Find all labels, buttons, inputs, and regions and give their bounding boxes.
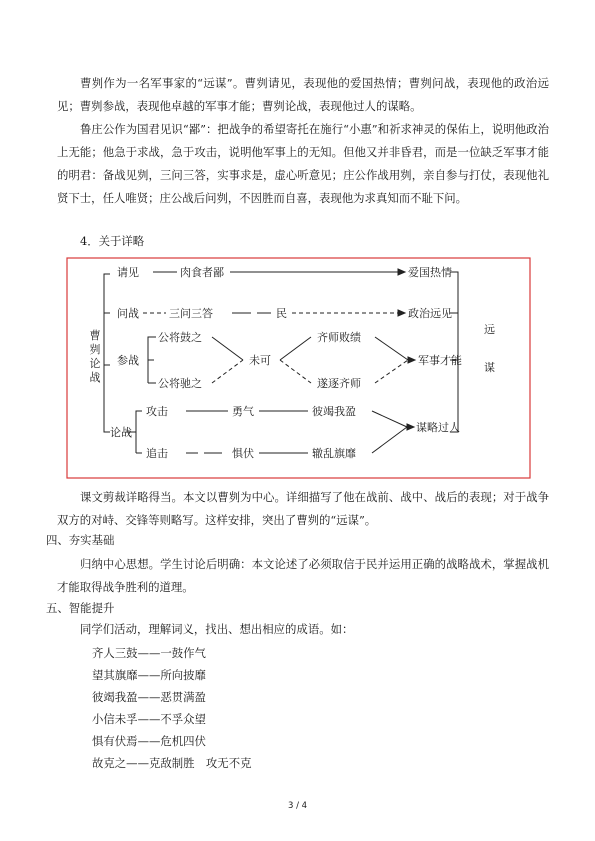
node-min: 民 bbox=[276, 307, 287, 320]
node-jufu: 惧伏 bbox=[232, 447, 254, 460]
node-gongji: 攻击 bbox=[146, 405, 168, 418]
final-char-mou: 谋 bbox=[484, 361, 495, 374]
page-number: 3 / 4 bbox=[287, 801, 308, 811]
root-char-4: 战 bbox=[89, 371, 101, 384]
paragraph-activity: 同学们活动，理解词义，找出、想出相应的成语。如： bbox=[80, 622, 354, 636]
heading-section-five: 五、智能提升 bbox=[46, 601, 115, 615]
paragraph-detail-summary: 课文剪裁详略得当。本文以曹刿为中心。详细描写了他在战前、战中、战后的表现；对于战争双方的对峙、交锋等则略写。这样安排，突出了曹刿的“远谋”。 bbox=[57, 490, 549, 527]
root-char-1: 曹 bbox=[89, 329, 101, 342]
root-char-3: 论 bbox=[89, 357, 101, 370]
idiom-item: 望其旗靡——所向披靡 bbox=[92, 668, 206, 682]
root-char-2: 刿 bbox=[89, 343, 101, 356]
node-sanwen: 三问三答 bbox=[169, 307, 213, 320]
result-junshi: 军事才能 bbox=[418, 354, 462, 367]
paragraph-caogui-strategy: 曹刿作为一名军事家的“远谋”。曹刿请见，表现他的爱国热情；曹刿问战，表现他的政治远见；曹刿参战，表现他卓越的军事才能；曹刿论战，表现他过人的谋略。 bbox=[57, 76, 549, 113]
node-yongqi: 勇气 bbox=[232, 405, 254, 418]
node-zhuji: 遂逐齐师 bbox=[317, 377, 361, 390]
node-zheluan: 辙乱旗靡 bbox=[312, 447, 356, 460]
idiom-item: 齐人三鼓——一鼓作气 bbox=[92, 646, 206, 660]
node-roushi: 肉食者鄙 bbox=[180, 266, 224, 279]
detail-structure-diagram bbox=[66, 257, 532, 480]
left-bracket bbox=[104, 274, 110, 432]
branch-lunzhan: 论战 bbox=[110, 426, 132, 439]
result-moulue: 谋略过人 bbox=[416, 421, 460, 434]
result-zhengzhi: 政治远见 bbox=[408, 307, 452, 320]
paragraph-central-idea: 归纳中心思想。学生讨论后明确：本文论述了必须取信于民并运用正确的战略战术，掌握战机才能取得战争胜利的道理。 bbox=[57, 557, 549, 594]
heading-section-four: 四、夯实基础 bbox=[46, 533, 115, 547]
idiom-item: 彼竭我盈——恶贯满盈 bbox=[92, 690, 206, 704]
node-gongjiang-gu: 公将鼓之 bbox=[158, 331, 202, 344]
idiom-item: 故克之——克敌制胜 攻无不克 bbox=[92, 756, 252, 770]
result-aiguo: 爱国热情 bbox=[408, 266, 452, 279]
paragraph-duke-zhuang: 鲁庄公作为国君见识“鄙”：把战争的希望寄托在施行“小惠”和祈求神灵的保佑上，说明他政治上无能；他急于求战，急于攻击，说明他军事上的无知。但他又并非昏君，而是一位缺乏军事才能的明君：备战见刿，三问三答，实事求是，虚心听意见；庄公作战用刿，亲自参与打仗，表现他礼贤下士，任人唯贤；庄公战后问刿，不因胜而自喜，表现他为求真知而不耻下问。 bbox=[57, 122, 549, 205]
final-char-yuan: 远 bbox=[484, 323, 495, 336]
node-weike: 未可 bbox=[249, 354, 271, 367]
heading-detail: 4．关于详略 bbox=[80, 234, 145, 248]
node-bijie: 彼竭我盈 bbox=[312, 405, 356, 418]
node-qishi: 齐师败绩 bbox=[317, 331, 361, 344]
idiom-item: 小信未孚——不孚众望 bbox=[92, 712, 206, 726]
node-zhuiji: 追击 bbox=[146, 447, 168, 460]
branch-canzhan: 参战 bbox=[117, 354, 139, 367]
branch-wenzhan: 问战 bbox=[117, 307, 139, 320]
idiom-item: 惧有伏焉——危机四伏 bbox=[92, 734, 206, 748]
branch-qingjian: 请见 bbox=[117, 266, 139, 279]
node-gongjiang-chi: 公将驰之 bbox=[158, 377, 202, 390]
